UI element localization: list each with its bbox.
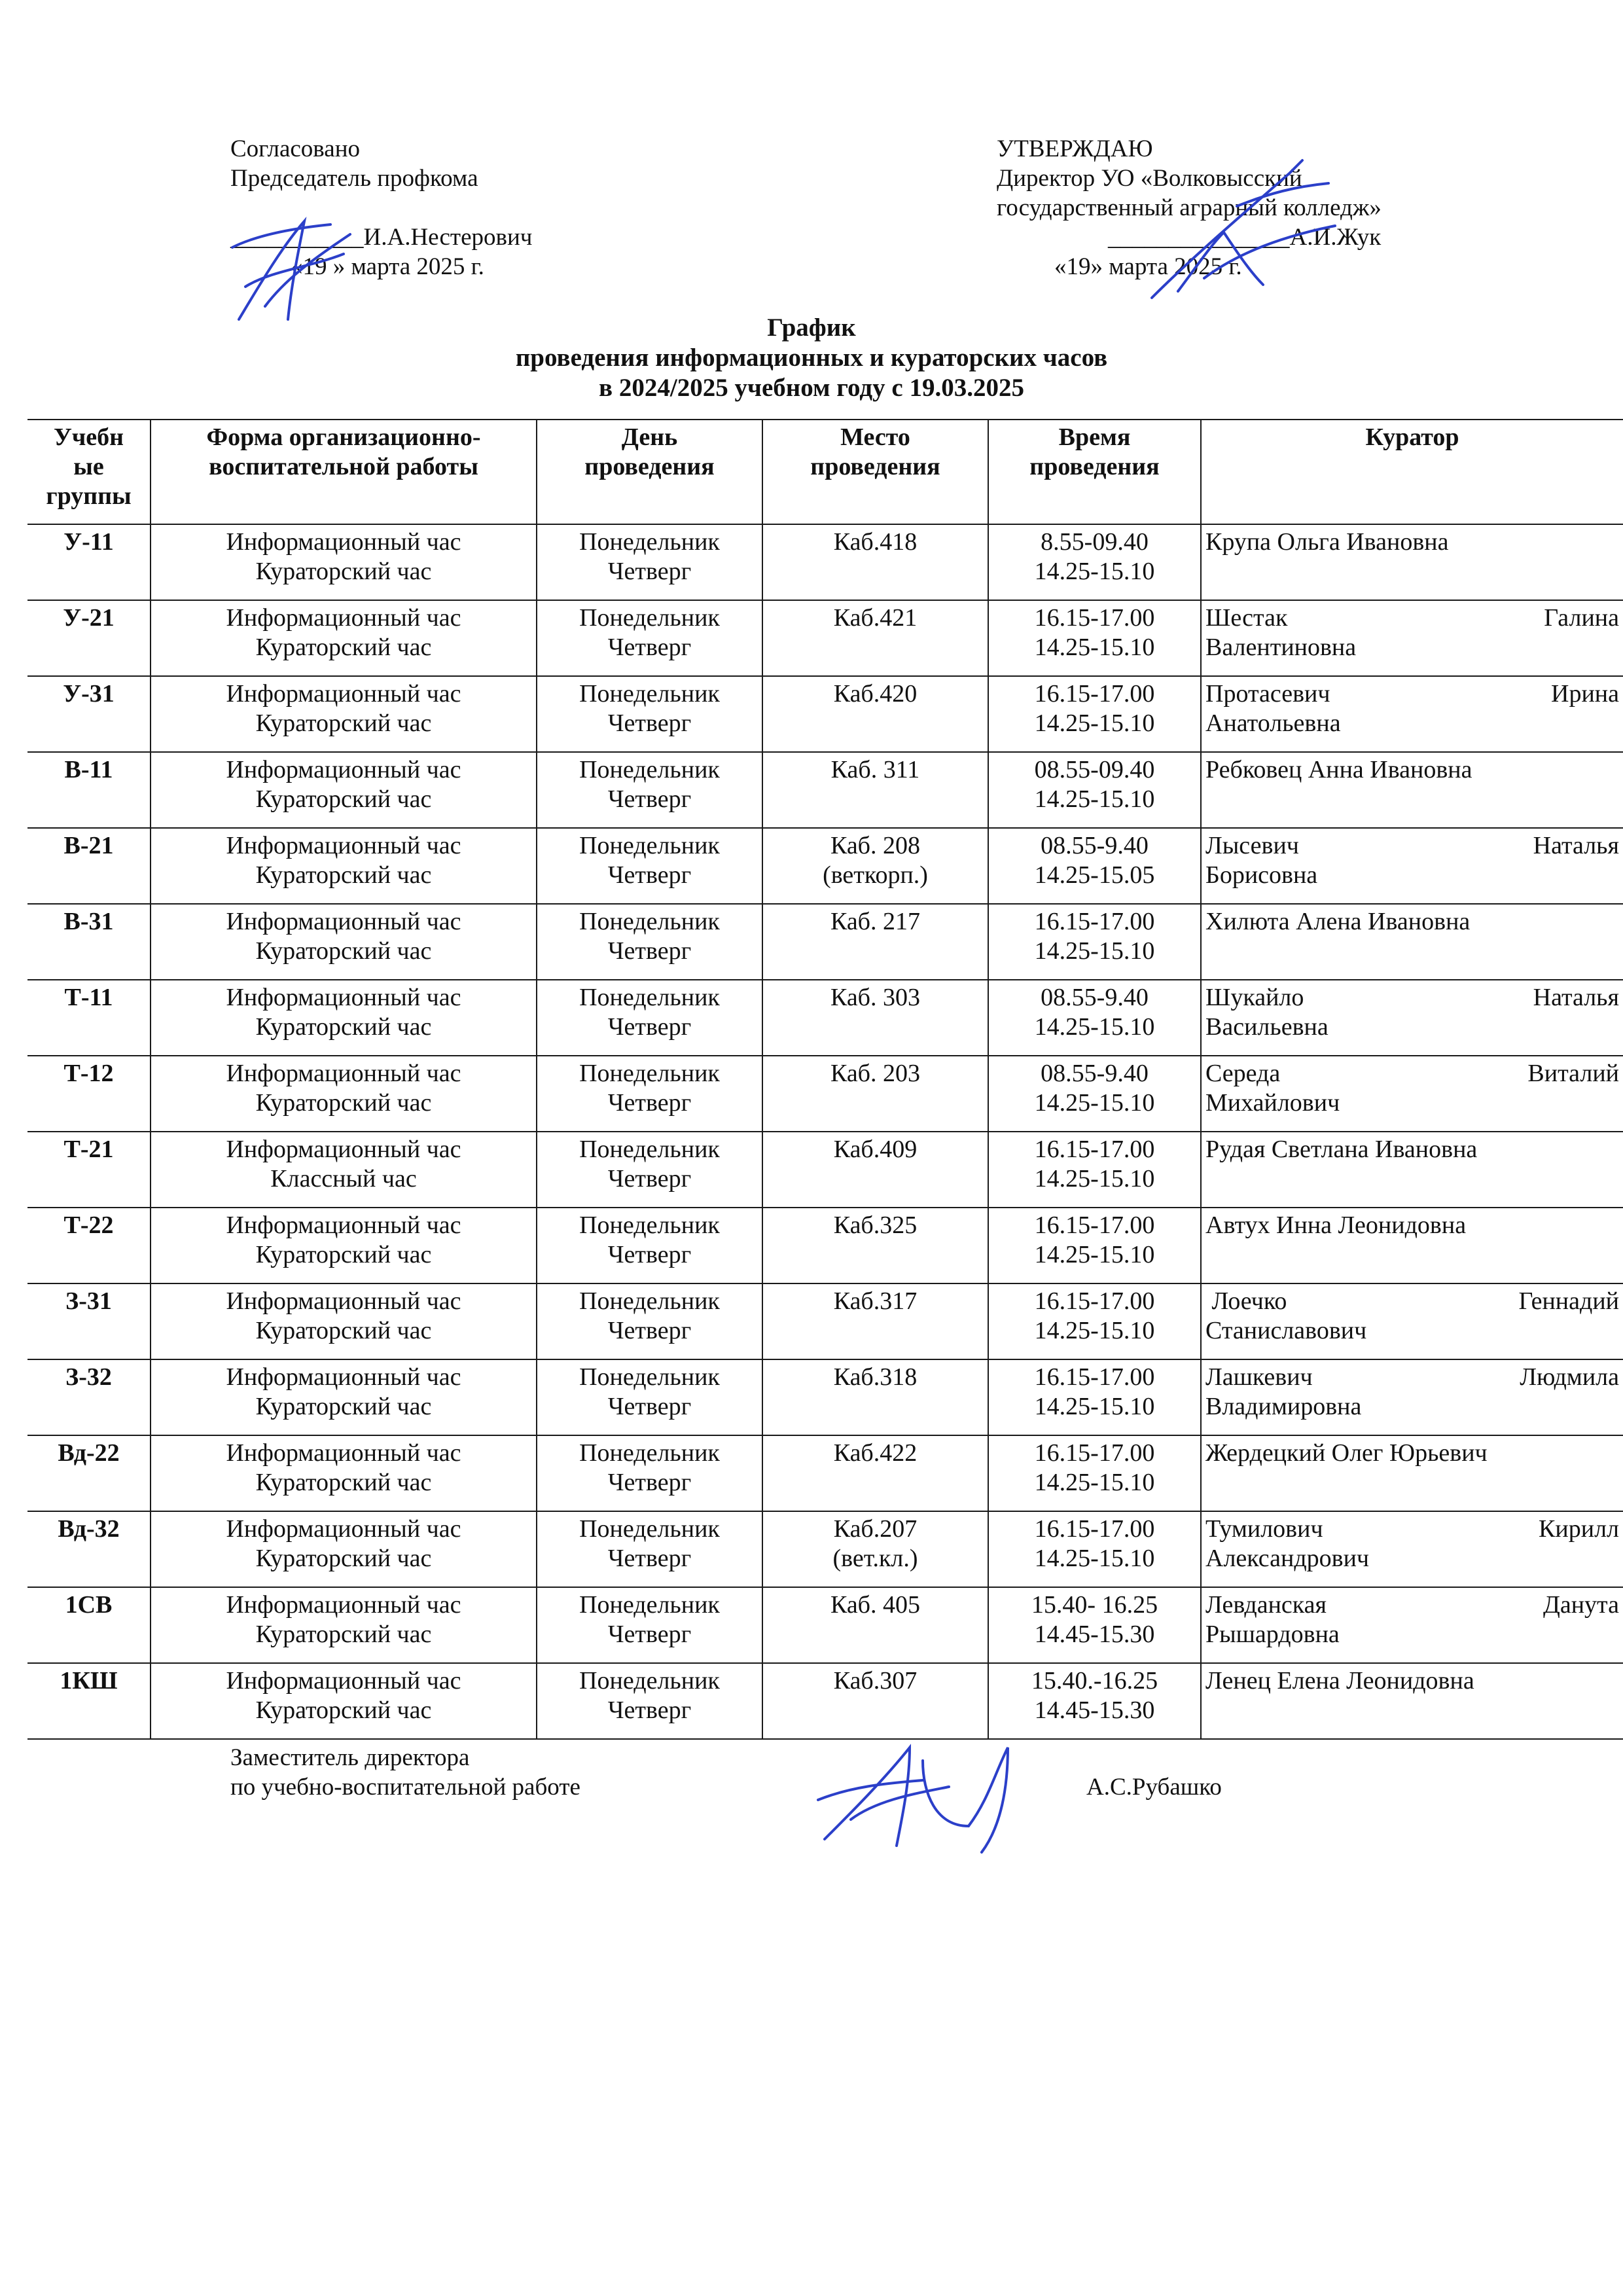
table-row: [27, 980, 1623, 1056]
cell-time: 08.55-9.40 14.25-15.05: [988, 828, 1201, 904]
cell-place: Каб. 303: [762, 980, 988, 1056]
table-row: [27, 828, 1623, 904]
cell-group: В-31: [27, 904, 151, 980]
cell-curator: Ребковец Анна Ивановна: [1201, 752, 1623, 828]
cell-day: Понедельник Четверг: [537, 828, 762, 904]
table-row: [27, 1511, 1623, 1587]
cell-curator: Крупа Ольга Ивановна: [1201, 524, 1623, 600]
cell-form: Информационный час Кураторский час: [151, 1359, 537, 1435]
cell-form: Информационный час Кураторский час: [151, 1283, 537, 1359]
table-row: [27, 524, 1623, 600]
cell-time: 16.15-17.00 14.25-15.10: [988, 676, 1201, 752]
cell-form: Информационный час Кураторский час: [151, 600, 537, 676]
cell-form: Информационный час Кураторский час: [151, 1511, 537, 1587]
signature-footer-image: [812, 1721, 1060, 1859]
cell-form: Информационный час Кураторский час: [151, 1056, 537, 1132]
approval-left-position: Председатель профкома: [230, 165, 478, 192]
title-line-3: в 2024/2025 учебном году с 19.03.2025: [599, 374, 1024, 402]
approval-left-heading: Согласовано: [230, 135, 360, 162]
cell-time: 16.15-17.00 14.25-15.10: [988, 1359, 1201, 1435]
cell-time: 16.15-17.00 14.25-15.10: [988, 904, 1201, 980]
cell-group: 1КШ: [27, 1663, 151, 1739]
schedule-table: [27, 419, 1623, 1740]
approval-right-signature-line: _______________А.И.Жук: [1108, 224, 1382, 251]
footer-line-2: по учебно-воспитательной работе: [230, 1774, 580, 1801]
cell-curator: Рудая Светлана Ивановна: [1201, 1132, 1623, 1208]
cell-group: Т-22: [27, 1208, 151, 1283]
cell-group: 1СВ: [27, 1587, 151, 1663]
cell-curator: Лашкевич Людмила Владимировна: [1201, 1359, 1623, 1435]
cell-curator: Тумилович Кирилл Александрович: [1201, 1511, 1623, 1587]
cell-day: Понедельник Четверг: [537, 752, 762, 828]
header-form: Форма организационно- воспитательной работы: [151, 420, 537, 524]
signature-right-image: [1139, 147, 1348, 317]
cell-curator: Лысевич Наталья Борисовна: [1201, 828, 1623, 904]
cell-curator: Лоечко Геннадий Станиславович: [1201, 1283, 1623, 1359]
cell-place: Каб.317: [762, 1283, 988, 1359]
cell-time: 08.55-9.40 14.25-15.10: [988, 980, 1201, 1056]
header-curator: Куратор: [1201, 420, 1623, 524]
cell-curator: Шестак Галина Валентиновна: [1201, 600, 1623, 676]
cell-time: 8.55-09.40 14.25-15.10: [988, 524, 1201, 600]
table-row: [27, 1208, 1623, 1283]
cell-form: Информационный час Кураторский час: [151, 1663, 537, 1739]
cell-day: Понедельник Четверг: [537, 524, 762, 600]
cell-place: Каб. 311: [762, 752, 988, 828]
table-row: [27, 904, 1623, 980]
header-time: Время проведения: [988, 420, 1201, 524]
cell-group: Т-21: [27, 1132, 151, 1208]
cell-day: Понедельник Четверг: [537, 1132, 762, 1208]
cell-form: Информационный час Кураторский час: [151, 752, 537, 828]
cell-place: Каб.421: [762, 600, 988, 676]
cell-curator: Жердецкий Олег Юрьевич: [1201, 1435, 1623, 1511]
title-line-1: График: [767, 314, 856, 342]
cell-place: Каб.325: [762, 1208, 988, 1283]
cell-place: Каб. 405: [762, 1587, 988, 1663]
cell-time: 16.15-17.00 14.25-15.10: [988, 600, 1201, 676]
table-row: [27, 676, 1623, 752]
approval-right-heading: УТВЕРЖДАЮ: [997, 135, 1153, 162]
cell-day: Понедельник Четверг: [537, 600, 762, 676]
cell-group: У-31: [27, 676, 151, 752]
cell-place: Каб.420: [762, 676, 988, 752]
cell-form: Информационный час Кураторский час: [151, 676, 537, 752]
table-row: [27, 1283, 1623, 1359]
cell-day: Понедельник Четверг: [537, 904, 762, 980]
cell-place: Каб.422: [762, 1435, 988, 1511]
cell-place: Каб. 203: [762, 1056, 988, 1132]
cell-day: Понедельник Четверг: [537, 1283, 762, 1359]
cell-place: Каб.307: [762, 1663, 988, 1739]
table-body: [27, 524, 1623, 1739]
table-row: [27, 1587, 1623, 1663]
table-header-row: [27, 420, 1623, 524]
title-line-2: проведения информационных и кураторских часов: [515, 344, 1108, 372]
table-row: [27, 1435, 1623, 1511]
cell-group: Вд-32: [27, 1511, 151, 1587]
cell-time: 16.15-17.00 14.25-15.10: [988, 1283, 1201, 1359]
cell-form: Информационный час Кураторский час: [151, 1208, 537, 1283]
document-title: [0, 313, 1623, 403]
cell-day: Понедельник Четверг: [537, 1435, 762, 1511]
cell-group: Т-11: [27, 980, 151, 1056]
approval-right-date: «19» марта 2025 г.: [1054, 253, 1242, 280]
approval-left-date: «19 » марта 2025 г.: [291, 253, 484, 280]
approval-left-signature-line: ___________И.А.Нестерович: [230, 224, 533, 251]
cell-time: 08.55-9.40 14.25-15.10: [988, 1056, 1201, 1132]
cell-time: 16.15-17.00 14.25-15.10: [988, 1208, 1201, 1283]
cell-group: У-21: [27, 600, 151, 676]
cell-curator: Хилюта Алена Ивановна: [1201, 904, 1623, 980]
cell-group: В-21: [27, 828, 151, 904]
cell-day: Понедельник Четверг: [537, 1359, 762, 1435]
cell-time: 16.15-17.00 14.25-15.10: [988, 1511, 1201, 1587]
table-row: [27, 1359, 1623, 1435]
cell-group: В-11: [27, 752, 151, 828]
header-day: День проведения: [537, 420, 762, 524]
cell-place: Каб.318: [762, 1359, 988, 1435]
cell-curator: Протасевич Ирина Анатольевна: [1201, 676, 1623, 752]
cell-form: Информационный час Кураторский час: [151, 980, 537, 1056]
cell-day: Понедельник Четверг: [537, 1511, 762, 1587]
header-place: Место проведения: [762, 420, 988, 524]
cell-place: Каб.207 (вет.кл.): [762, 1511, 988, 1587]
approval-right-organization: государственный аграрный колледж»: [997, 194, 1382, 221]
cell-group: Т-12: [27, 1056, 151, 1132]
cell-form: Информационный час Кураторский час: [151, 1587, 537, 1663]
cell-place: Каб.418: [762, 524, 988, 600]
cell-day: Понедельник Четверг: [537, 1208, 762, 1283]
cell-day: Понедельник Четверг: [537, 1587, 762, 1663]
cell-place: Каб.409: [762, 1132, 988, 1208]
cell-place: Каб. 208 (веткорп.): [762, 828, 988, 904]
cell-time: 16.15-17.00 14.25-15.10: [988, 1132, 1201, 1208]
cell-day: Понедельник Четверг: [537, 980, 762, 1056]
cell-curator: Шукайло Наталья Васильевна: [1201, 980, 1623, 1056]
cell-time: 15.40- 16.25 14.45-15.30: [988, 1587, 1201, 1663]
cell-form: Информационный час Кураторский час: [151, 1435, 537, 1511]
cell-group: З-32: [27, 1359, 151, 1435]
cell-group: З-31: [27, 1283, 151, 1359]
cell-day: Понедельник Четверг: [537, 676, 762, 752]
cell-day: Понедельник Четверг: [537, 1663, 762, 1739]
footer-name: А.С.Рубашко: [1086, 1774, 1222, 1801]
footer-position: [230, 1743, 580, 1802]
cell-form: Информационный час Классный час: [151, 1132, 537, 1208]
table-row: [27, 752, 1623, 828]
header-group: Учебн ые группы: [27, 420, 151, 524]
cell-time: 15.40.-16.25 14.45-15.30: [988, 1663, 1201, 1739]
table-row: [27, 600, 1623, 676]
cell-group: У-11: [27, 524, 151, 600]
cell-form: Информационный час Кураторский час: [151, 828, 537, 904]
cell-curator: Середа Виталий Михайлович: [1201, 1056, 1623, 1132]
cell-curator: Ленец Елена Леонидовна: [1201, 1663, 1623, 1739]
cell-group: Вд-22: [27, 1435, 151, 1511]
cell-form: Информационный час Кураторский час: [151, 524, 537, 600]
cell-curator: Автух Инна Леонидовна: [1201, 1208, 1623, 1283]
cell-curator: Левданская Данута Рышардовна: [1201, 1587, 1623, 1663]
approval-right-position: Директор УО «Волковысский: [997, 165, 1302, 192]
cell-place: Каб. 217: [762, 904, 988, 980]
cell-form: Информационный час Кураторский час: [151, 904, 537, 980]
cell-time: 08.55-09.40 14.25-15.10: [988, 752, 1201, 828]
table-row: [27, 1132, 1623, 1208]
cell-time: 16.15-17.00 14.25-15.10: [988, 1435, 1201, 1511]
footer-line-1: Заместитель директора: [230, 1744, 470, 1771]
cell-day: Понедельник Четверг: [537, 1056, 762, 1132]
table-row: [27, 1056, 1623, 1132]
